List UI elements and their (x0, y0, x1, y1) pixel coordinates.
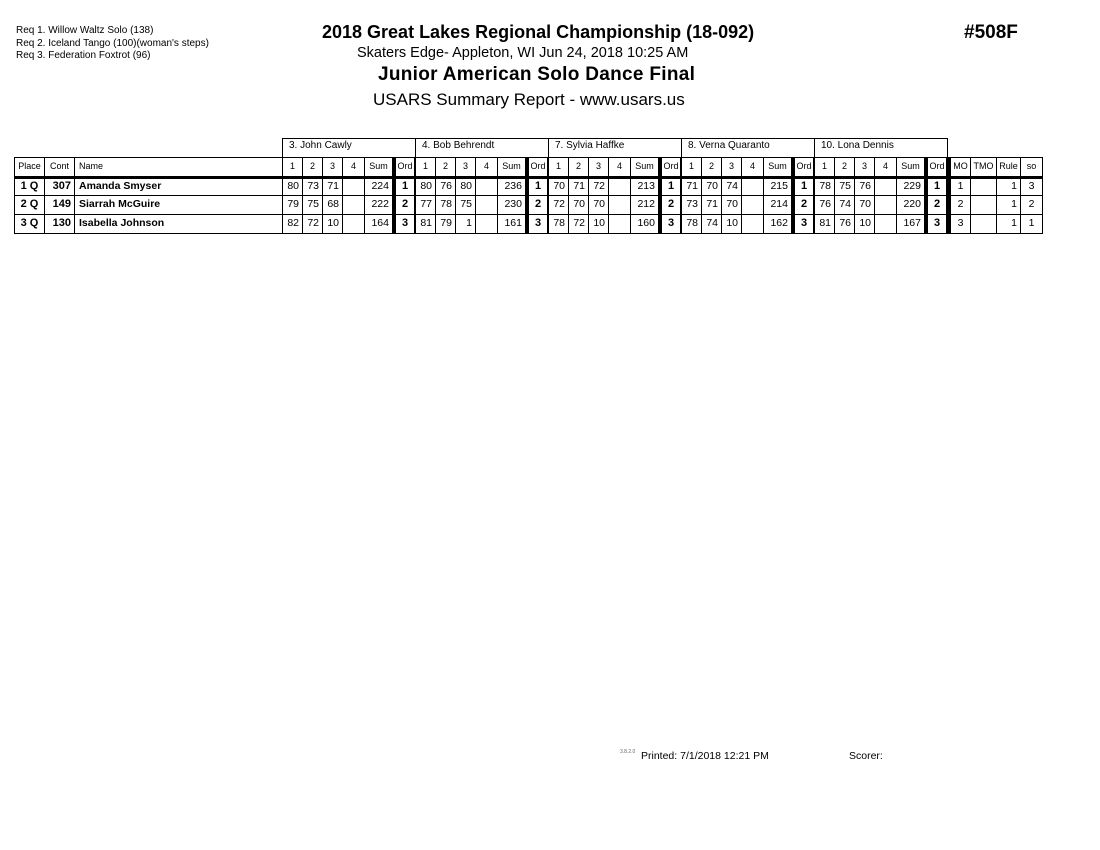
judge-1-col-sum: Sum (497, 157, 526, 177)
row-0-judge-4-2: 75 (834, 177, 855, 196)
report-title: USARS Summary Report - www.usars.us (373, 90, 685, 109)
row-0-judge-1-4 (475, 177, 498, 196)
column-header-so: so (1020, 157, 1043, 177)
row-0-judge-2-2: 71 (568, 177, 589, 196)
row-2-name: Isabella Johnson (74, 214, 283, 234)
row-0-judge-2-4 (608, 177, 631, 196)
row-1-judge-1-1: 77 (415, 195, 436, 215)
row-1-judge-2-1: 72 (548, 195, 569, 215)
row-1-judge-1-3: 75 (455, 195, 476, 215)
row-0-judge-3-4 (741, 177, 764, 196)
row-1-judge-4-2: 74 (834, 195, 855, 215)
judge-header-1: 4. Bob Behrendt (415, 138, 549, 158)
row-2-judge-2-1: 78 (548, 214, 569, 234)
judge-3-col-4: 4 (741, 157, 764, 177)
row-0-judge-3-sum: 215 (763, 177, 792, 196)
row-1-judge-0-ord: 2 (392, 195, 415, 215)
row-1-judge-1-2: 78 (435, 195, 456, 215)
row-1-judge-2-4 (608, 195, 631, 215)
row-2-judge-4-sum: 167 (896, 214, 925, 234)
judge-header-0: 3. John Cawly (282, 138, 416, 158)
row-0-judge-1-1: 80 (415, 177, 436, 196)
row-1-rule: 1 (996, 195, 1021, 215)
row-2-judge-2-3: 10 (588, 214, 609, 234)
row-0-judge-0-3: 71 (322, 177, 343, 196)
row-1-judge-1-ord: 2 (525, 195, 548, 215)
row-0-judge-3-3: 74 (721, 177, 742, 196)
judge-4-col-3: 3 (854, 157, 875, 177)
row-0-judge-3-2: 70 (701, 177, 722, 196)
required-dance-2: Req 2. Iceland Tango (100)(woman's steps) (16, 37, 209, 49)
row-2-judge-1-sum: 161 (497, 214, 526, 234)
column-header-place: Place (14, 157, 45, 177)
judge-3-col-2: 2 (701, 157, 722, 177)
row-1-judge-3-1: 73 (681, 195, 702, 215)
row-0-judge-0-2: 73 (302, 177, 323, 196)
row-2-judge-0-sum: 164 (364, 214, 393, 234)
row-2-judge-1-4 (475, 214, 498, 234)
row-2-judge-3-2: 74 (701, 214, 722, 234)
row-0-judge-0-4 (342, 177, 365, 196)
judge-header-4: 10. Lona Dennis (814, 138, 948, 158)
row-2-judge-0-1: 82 (282, 214, 303, 234)
row-0-judge-1-3: 80 (455, 177, 476, 196)
row-2-judge-3-sum: 162 (763, 214, 792, 234)
judge-3-col-3: 3 (721, 157, 742, 177)
column-header-rule: Rule (996, 157, 1021, 177)
row-2-judge-2-2: 72 (568, 214, 589, 234)
row-1-cont: 149 (44, 195, 75, 215)
column-header-name: Name (74, 157, 283, 177)
row-2-rule: 1 (996, 214, 1021, 234)
judge-1-col-1: 1 (415, 157, 436, 177)
row-2-judge-1-2: 79 (435, 214, 456, 234)
row-2-cont: 130 (44, 214, 75, 234)
row-1-judge-3-sum: 214 (763, 195, 792, 215)
row-1-judge-0-3: 68 (322, 195, 343, 215)
venue-datetime: Skaters Edge- Appleton, WI Jun 24, 2018 10:25 AM (357, 45, 689, 61)
row-0-cont: 307 (44, 177, 75, 196)
row-0-judge-2-sum: 213 (630, 177, 659, 196)
judge-4-col-1: 1 (814, 157, 835, 177)
row-1-judge-4-4 (874, 195, 897, 215)
judge-4-col-2: 2 (834, 157, 855, 177)
judge-0-col-4: 4 (342, 157, 365, 177)
row-2-judge-0-ord: 3 (392, 214, 415, 234)
row-2-place: 3 Q (14, 214, 45, 234)
judge-1-col-ord: Ord (525, 157, 548, 177)
row-2-judge-1-1: 81 (415, 214, 436, 234)
judge-3-col-1: 1 (681, 157, 702, 177)
row-0-judge-4-4 (874, 177, 897, 196)
judge-2-col-3: 3 (588, 157, 609, 177)
row-0-judge-3-ord: 1 (791, 177, 814, 196)
row-2-judge-2-ord: 3 (658, 214, 681, 234)
row-1-judge-4-1: 76 (814, 195, 835, 215)
row-2-judge-4-4 (874, 214, 897, 234)
row-0-place: 1 Q (14, 177, 45, 196)
row-1-judge-3-3: 70 (721, 195, 742, 215)
row-2-judge-3-ord: 3 (791, 214, 814, 234)
row-1-tmo (970, 195, 997, 215)
row-1-judge-3-ord: 2 (791, 195, 814, 215)
row-2-so: 1 (1020, 214, 1043, 234)
required-dances-list (16, 25, 209, 63)
row-2-judge-4-ord: 3 (924, 214, 947, 234)
header-divider (14, 176, 1043, 179)
column-header-mo: MO (947, 157, 971, 177)
row-0-judge-0-sum: 224 (364, 177, 393, 196)
row-0-judge-0-ord: 1 (392, 177, 415, 196)
judge-0-col-sum: Sum (364, 157, 393, 177)
row-0-judge-1-sum: 236 (497, 177, 526, 196)
row-1-judge-4-sum: 220 (896, 195, 925, 215)
row-0-judge-0-1: 80 (282, 177, 303, 196)
row-0-tmo (970, 177, 997, 196)
row-0-judge-2-3: 72 (588, 177, 609, 196)
row-2-judge-2-sum: 160 (630, 214, 659, 234)
row-0-judge-1-2: 76 (435, 177, 456, 196)
judge-1-col-3: 3 (455, 157, 476, 177)
row-0-judge-4-3: 76 (854, 177, 875, 196)
required-dance-3: Req 3. Federation Foxtrot (96) (16, 50, 151, 61)
row-2-judge-4-1: 81 (814, 214, 835, 234)
row-1-judge-1-sum: 230 (497, 195, 526, 215)
row-1-so: 2 (1020, 195, 1043, 215)
row-1-judge-2-sum: 212 (630, 195, 659, 215)
row-1-name: Siarrah McGuire (74, 195, 283, 215)
row-2-judge-0-3: 10 (322, 214, 343, 234)
printed-timestamp: Printed: 7/1/2018 12:21 PM (641, 750, 769, 762)
row-1-place: 2 Q (14, 195, 45, 215)
row-0-judge-3-1: 71 (681, 177, 702, 196)
judge-4-col-sum: Sum (896, 157, 925, 177)
row-0-judge-4-ord: 1 (924, 177, 947, 196)
row-2-judge-0-4 (342, 214, 365, 234)
judge-0-col-ord: Ord (392, 157, 415, 177)
judge-0-col-3: 3 (322, 157, 343, 177)
competition-title: 2018 Great Lakes Regional Championship (18-092) (322, 22, 755, 42)
judge-1-col-4: 4 (475, 157, 498, 177)
row-1-judge-2-ord: 2 (658, 195, 681, 215)
judge-0-col-1: 1 (282, 157, 303, 177)
version-label: 3.8.2.0 (620, 749, 636, 755)
row-1-judge-3-4 (741, 195, 764, 215)
row-1-judge-4-ord: 2 (924, 195, 947, 215)
row-2-judge-1-3: 1 (455, 214, 476, 234)
row-1-judge-1-4 (475, 195, 498, 215)
judge-4-col-4: 4 (874, 157, 897, 177)
row-2-mo: 3 (947, 214, 971, 234)
row-2-judge-0-2: 72 (302, 214, 323, 234)
row-2-judge-4-2: 76 (834, 214, 855, 234)
row-2-tmo (970, 214, 997, 234)
judge-2-col-1: 1 (548, 157, 569, 177)
judge-header-2: 7. Sylvia Haffke (548, 138, 682, 158)
row-0-judge-1-ord: 1 (525, 177, 548, 196)
row-1-judge-2-2: 70 (568, 195, 589, 215)
column-header-tmo: TMO (970, 157, 997, 177)
row-0-judge-4-sum: 229 (896, 177, 925, 196)
row-1-judge-0-2: 75 (302, 195, 323, 215)
judge-4-col-ord: Ord (924, 157, 947, 177)
row-2-judge-3-3: 10 (721, 214, 742, 234)
row-2-judge-3-4 (741, 214, 764, 234)
row-2-judge-4-3: 10 (854, 214, 875, 234)
judge-2-col-4: 4 (608, 157, 631, 177)
judge-2-col-sum: Sum (630, 157, 659, 177)
judge-3-col-ord: Ord (791, 157, 814, 177)
row-1-judge-0-1: 79 (282, 195, 303, 215)
judge-0-col-2: 2 (302, 157, 323, 177)
row-1-judge-4-3: 70 (854, 195, 875, 215)
row-1-judge-0-sum: 222 (364, 195, 393, 215)
judge-header-3: 8. Verna Quaranto (681, 138, 815, 158)
row-0-name: Amanda Smyser (74, 177, 283, 196)
required-dance-1: Req 1. Willow Waltz Solo (138) (16, 25, 154, 36)
row-0-rule: 1 (996, 177, 1021, 196)
judge-2-col-2: 2 (568, 157, 589, 177)
row-1-mo: 2 (947, 195, 971, 215)
judge-3-col-sum: Sum (763, 157, 792, 177)
row-2-judge-1-ord: 3 (525, 214, 548, 234)
judge-1-col-2: 2 (435, 157, 456, 177)
row-1-judge-3-2: 71 (701, 195, 722, 215)
event-number: #508F (964, 22, 1018, 43)
row-2-judge-2-4 (608, 214, 631, 234)
scorer-label: Scorer: (849, 750, 883, 762)
event-title: Junior American Solo Dance Final (378, 64, 696, 85)
row-0-judge-2-1: 70 (548, 177, 569, 196)
row-2-judge-3-1: 78 (681, 214, 702, 234)
row-1-judge-2-3: 70 (588, 195, 609, 215)
row-0-so: 3 (1020, 177, 1043, 196)
column-header-cont: Cont (44, 157, 75, 177)
row-1-judge-0-4 (342, 195, 365, 215)
row-0-mo: 1 (947, 177, 971, 196)
row-0-judge-4-1: 78 (814, 177, 835, 196)
judge-2-col-ord: Ord (658, 157, 681, 177)
row-0-judge-2-ord: 1 (658, 177, 681, 196)
